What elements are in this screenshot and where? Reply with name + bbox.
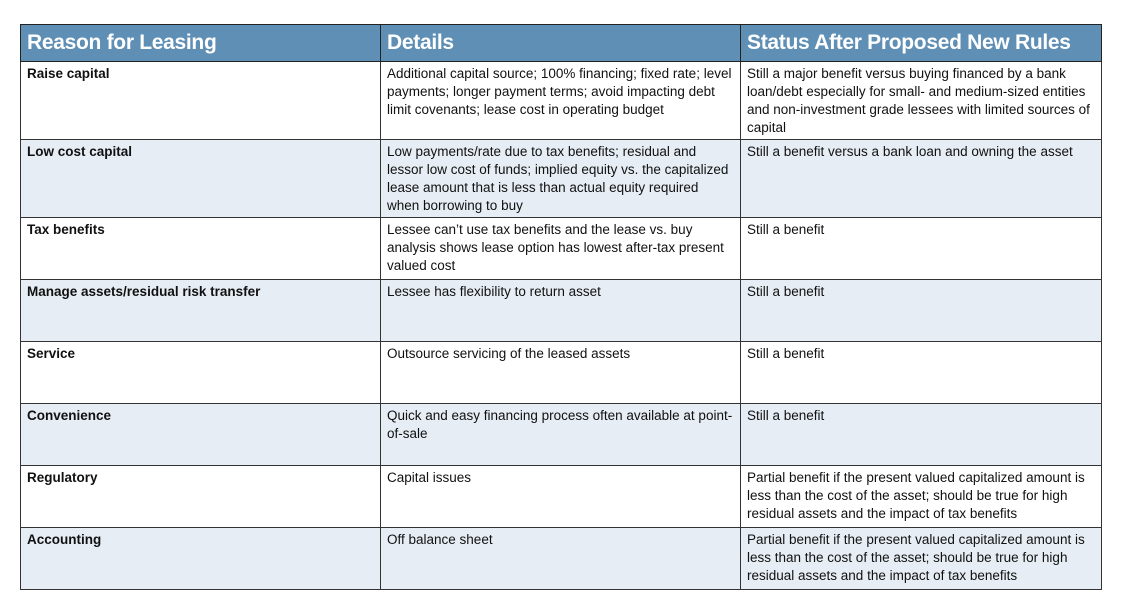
status-cell: Still a benefit	[741, 218, 1102, 280]
reason-cell: Accounting	[21, 528, 381, 590]
reason-cell: Low cost capital	[21, 140, 381, 218]
status-cell: Still a benefit	[741, 280, 1102, 342]
header-status: Status After Proposed New Rules	[741, 25, 1102, 62]
status-cell: Partial benefit if the present valued capitalized amount is less than the cost of the asset; should be true for high residual assets and the impact of tax benefits	[741, 466, 1102, 528]
status-cell: Still a benefit versus a bank loan and owning the asset	[741, 140, 1102, 218]
details-cell: Off balance sheet	[381, 528, 741, 590]
reason-cell: Convenience	[21, 404, 381, 466]
reason-cell: Tax benefits	[21, 218, 381, 280]
reason-cell: Raise capital	[21, 62, 381, 140]
details-cell: Additional capital source; 100% financing; fixed rate; level payments; longer payment terms; avoid impacting debt limit covenants; lease cost in operating budget	[381, 62, 741, 140]
header-reason: Reason for Leasing	[21, 25, 381, 62]
details-cell: Low payments/rate due to tax benefits; residual and lessor low cost of funds; implied equity vs. the capitalized lease amount that is less than actual equity required when borrowing to buy	[381, 140, 741, 218]
header-row	[21, 25, 1102, 62]
reason-cell: Manage assets/residual risk transfer	[21, 280, 381, 342]
status-cell: Still a major benefit versus buying financed by a bank loan/debt especially for small- and medium-sized entities and non-investment grade lessees with limited sources of capital	[741, 62, 1102, 140]
table-row	[21, 280, 1102, 342]
leasing-table	[20, 24, 1102, 590]
status-cell: Still a benefit	[741, 404, 1102, 466]
table-row	[21, 140, 1102, 218]
status-cell: Partial benefit if the present valued capitalized amount is less than the cost of the asset; should be true for high residual assets and the impact of tax benefits	[741, 528, 1102, 590]
details-cell: Lessee has flexibility to return asset	[381, 280, 741, 342]
status-cell: Still a benefit	[741, 342, 1102, 404]
table-row	[21, 342, 1102, 404]
table-row	[21, 528, 1102, 590]
table-row	[21, 218, 1102, 280]
header-details: Details	[381, 25, 741, 62]
details-cell: Lessee can’t use tax benefits and the lease vs. buy analysis shows lease option has lowest after-tax present valued cost	[381, 218, 741, 280]
details-cell: Quick and easy financing process often available at point-of-sale	[381, 404, 741, 466]
details-cell: Outsource servicing of the leased assets	[381, 342, 741, 404]
table-row	[21, 62, 1102, 140]
details-cell: Capital issues	[381, 466, 741, 528]
table-row	[21, 404, 1102, 466]
reason-cell: Regulatory	[21, 466, 381, 528]
reason-cell: Service	[21, 342, 381, 404]
table-row	[21, 466, 1102, 528]
